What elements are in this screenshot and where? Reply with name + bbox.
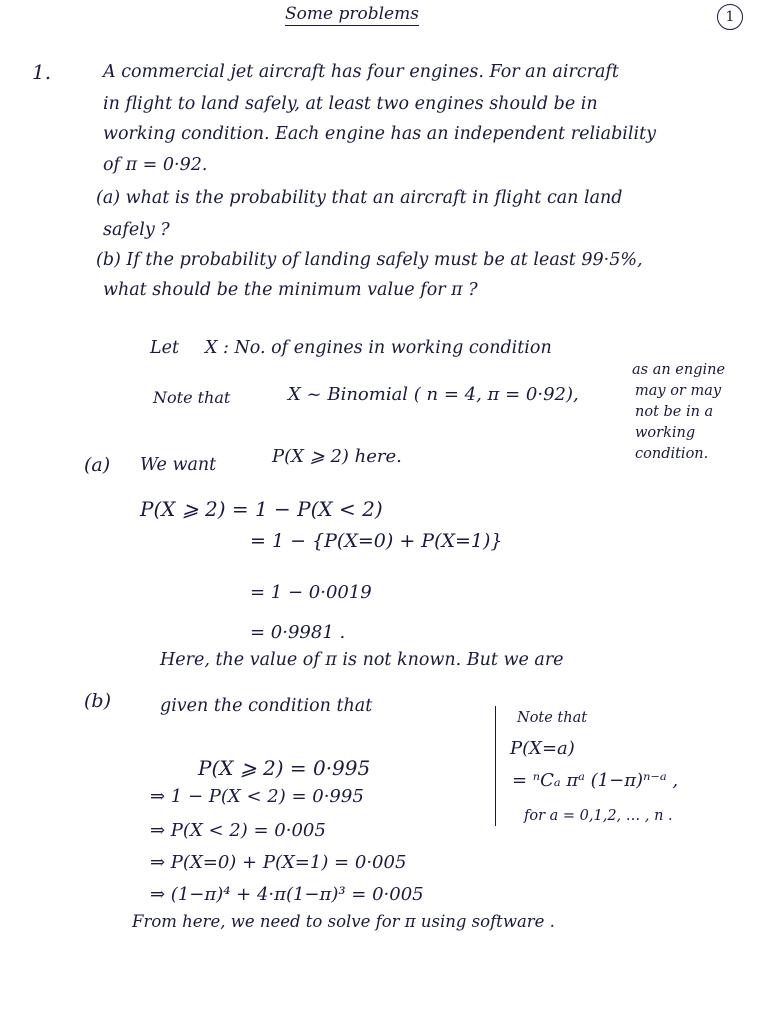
part-b-question-line: what should be the minimum value for π ? bbox=[103, 280, 478, 300]
want-expression: P(X ⩾ 2) here. bbox=[272, 446, 402, 467]
let-definition: X : No. of engines in working condition bbox=[205, 338, 552, 358]
part-b-step: P(X ⩾ 2) = 0·995 bbox=[198, 756, 371, 780]
part-a-step: = 0·9981 . bbox=[250, 622, 346, 643]
part-b-question-line: (b) If the probability of landing safely must be at least 99·5%, bbox=[96, 250, 643, 270]
note-side-line: condition. bbox=[635, 446, 709, 462]
part-b-step: ⇒ P(X=0) + P(X=1) = 0·005 bbox=[150, 852, 407, 873]
part-a-question-line: (a) what is the probability that an aircraft in flight can land bbox=[96, 188, 623, 208]
sidenote-line: = ⁿCₐ πᵃ (1−π)ⁿ⁻ᵃ , bbox=[512, 770, 679, 791]
part-a-step: P(X ⩾ 2) = 1 − P(X < 2) bbox=[140, 497, 383, 521]
part-a-step: = 1 − 0·0019 bbox=[250, 582, 372, 603]
part-a-step: = 1 − {P(X=0) + P(X=1)} bbox=[250, 530, 503, 552]
part-b-step: ⇒ (1−π)⁴ + 4·π(1−π)³ = 0·005 bbox=[150, 884, 424, 905]
want-label: We want bbox=[140, 455, 217, 475]
statement-line: in flight to land safely, at least two engines should be in bbox=[103, 94, 598, 114]
statement-line: working condition. Each engine has an independent reliability bbox=[103, 124, 657, 144]
sidenote-line: P(X=a) bbox=[510, 738, 575, 759]
page-title: Some problems bbox=[285, 4, 419, 24]
note-side-line: not be in a bbox=[635, 404, 714, 420]
note-side-line: may or may bbox=[635, 383, 722, 399]
conclusion-line: From here, we need to solve for π using software . bbox=[132, 912, 555, 931]
part-b-step: ⇒ P(X < 2) = 0·005 bbox=[150, 820, 326, 841]
statement-line: A commercial jet aircraft has four engines. For an aircraft bbox=[103, 62, 619, 82]
part-a-label: (a) bbox=[84, 454, 111, 476]
note-side-line: working bbox=[635, 425, 696, 441]
note-label: Note that bbox=[153, 388, 231, 407]
part-b-label: (b) bbox=[84, 690, 111, 712]
let-label: Let bbox=[150, 338, 180, 358]
page-number: 1 bbox=[717, 4, 743, 30]
statement-line: of π = 0·92. bbox=[103, 155, 208, 175]
part-a-question-line: safely ? bbox=[103, 220, 170, 240]
part-b-step: ⇒ 1 − P(X < 2) = 0·995 bbox=[150, 786, 364, 807]
sidenote-divider bbox=[495, 706, 496, 826]
note-side-line: as an engine bbox=[632, 362, 726, 378]
sidenote-title: Note that bbox=[517, 710, 588, 726]
part-b-intro: given the condition that bbox=[160, 696, 373, 716]
sidenote-line: for a = 0,1,2, … , n . bbox=[524, 808, 673, 824]
part-b-intro: Here, the value of π is not known. But we are bbox=[160, 650, 564, 670]
problem-number: 1. bbox=[32, 60, 52, 84]
distribution-expression: X ~ Binomial ( n = 4, π = 0·92), bbox=[288, 384, 579, 405]
